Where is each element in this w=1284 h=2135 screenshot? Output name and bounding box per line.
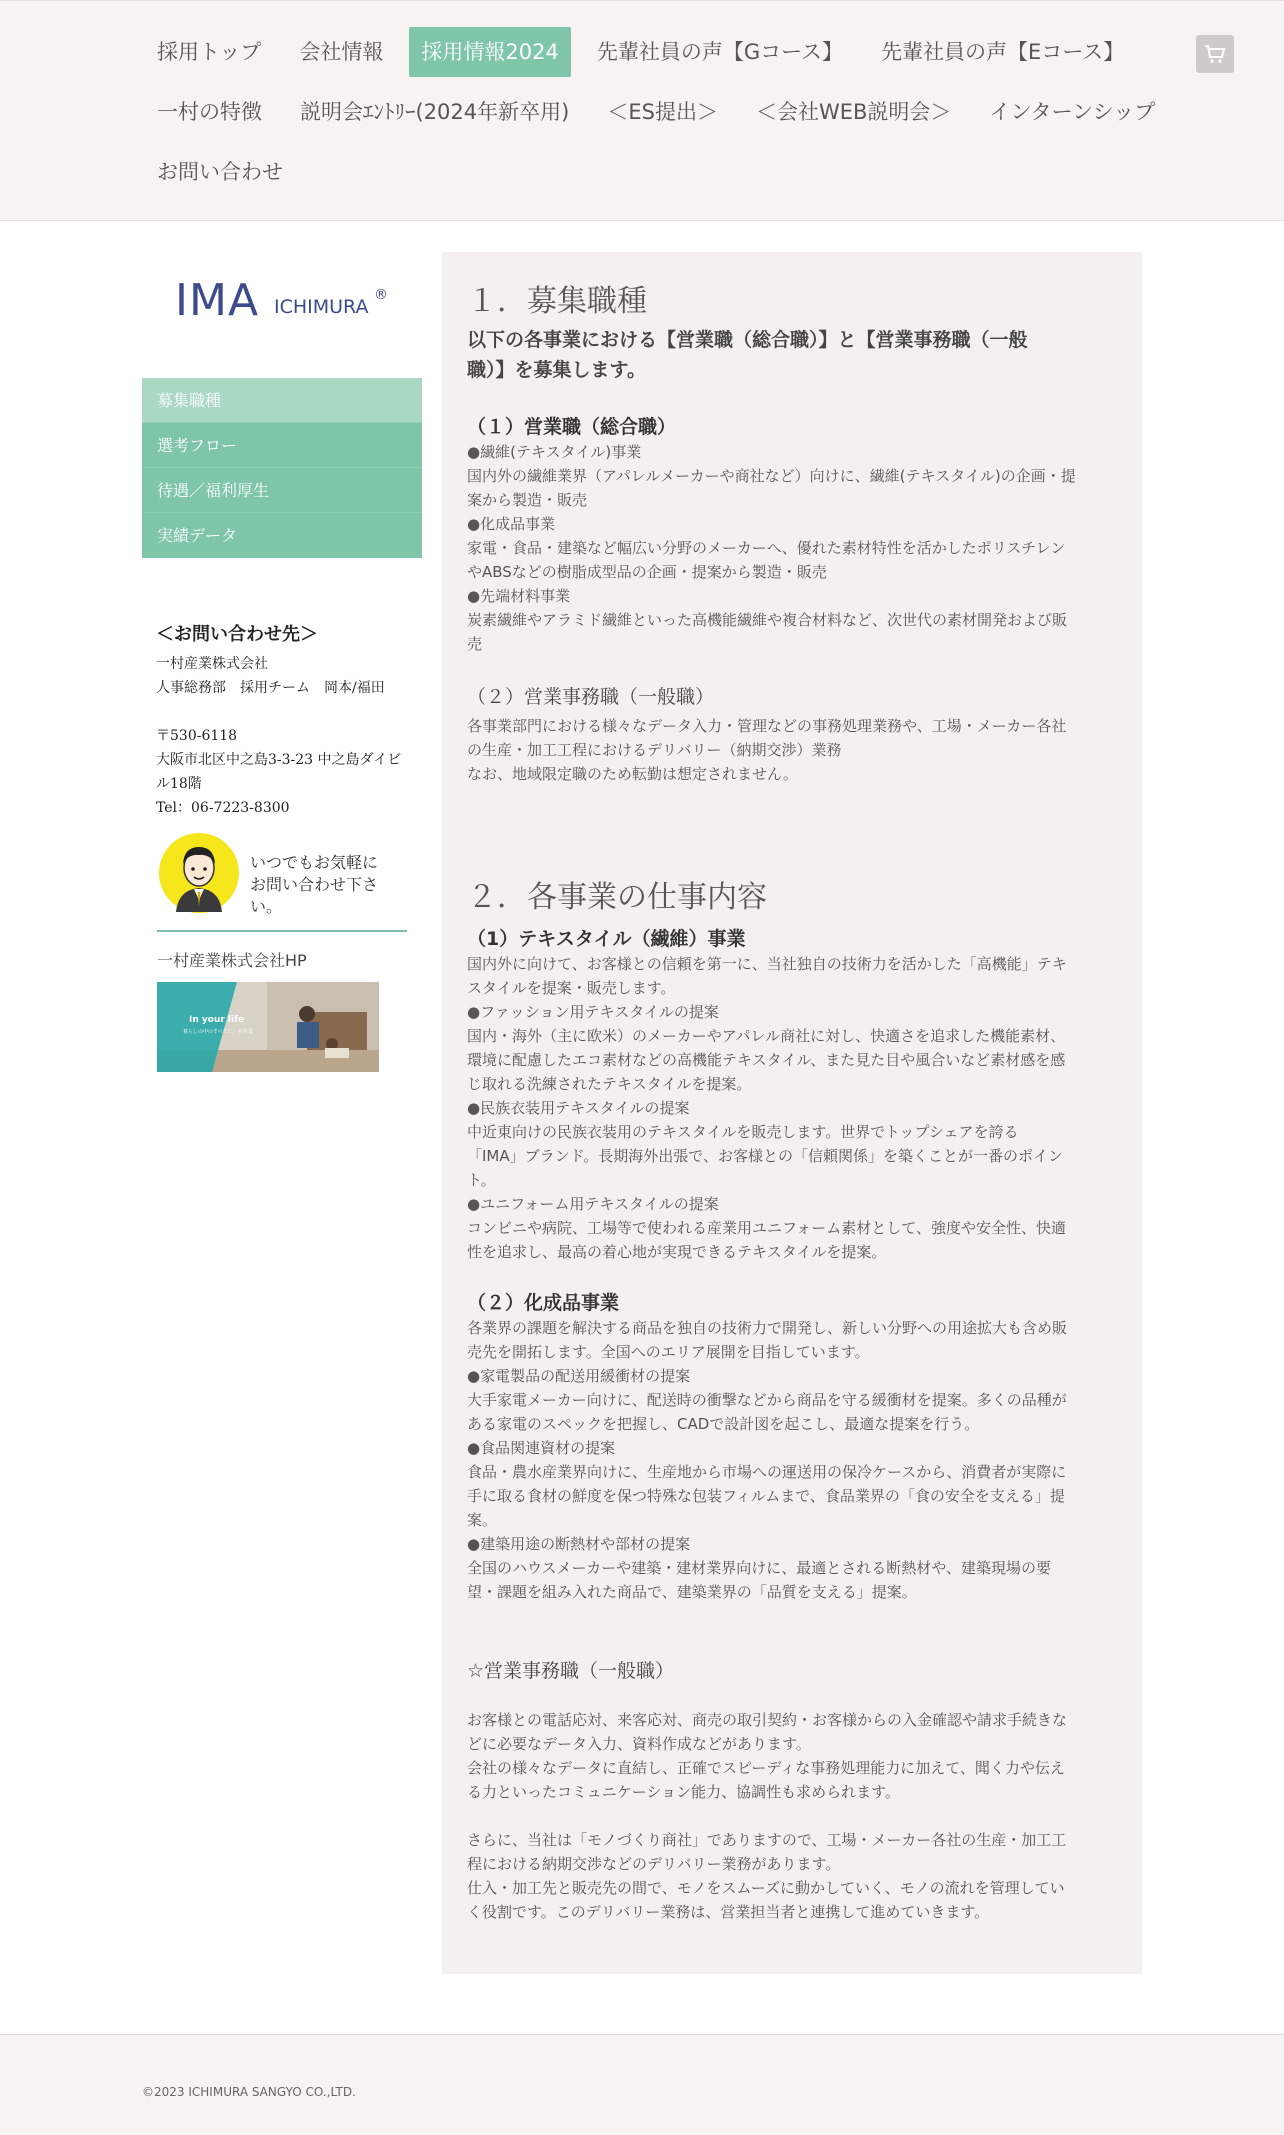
heading-chemical-business: （２）化成品事業 bbox=[467, 1292, 620, 1314]
text-line: 案。 bbox=[467, 1511, 498, 1529]
contact-zip: 〒530-6118 bbox=[156, 728, 238, 744]
family-photo-banner bbox=[157, 982, 379, 1072]
contact-banner-text bbox=[250, 852, 408, 918]
logo-ichimura: ICHIMURA bbox=[274, 296, 369, 318]
text-line: 程における納期交渉などのデリバリー業務があります。 bbox=[467, 1855, 841, 1873]
text-line: 環境に配慮したエコ素材などの高機能テキスタイル、また見た目や風合いなど素材感を感 bbox=[467, 1051, 1066, 1069]
text-line: 案から製造・販売 bbox=[467, 491, 588, 509]
lead-line: 職）】を募集します。 bbox=[467, 359, 646, 381]
nav-recruit-info-2024[interactable]: 採用情報2024 bbox=[409, 27, 570, 77]
text-line: やABSなどの樹脂成型品の企画・提案から製造・販売 bbox=[467, 563, 827, 581]
text-line: お客様との電話応対、来客応対、商売の取引契約・お客様からの入金確認や請求手続きな bbox=[467, 1711, 1068, 1729]
text-line: ●繊維(テキスタイル)事業 bbox=[467, 443, 642, 461]
nav-company-info[interactable]: 会社情報 bbox=[299, 40, 384, 64]
heading-textile-business: （1）テキスタイル（繊維）事業 bbox=[467, 928, 746, 950]
text-line: ●化成品事業 bbox=[467, 515, 556, 533]
contact-title: ＜お問い合わせ先＞ bbox=[156, 624, 318, 645]
text-line: 国内・海外（主に欧米）のメーカーやアパレル商社に対し、快適さを追求した機能素材、 bbox=[467, 1027, 1066, 1045]
text-line: の生産・加工工程におけるデリバリー（納期交渉）業務 bbox=[467, 741, 842, 759]
global-nav-row-3 bbox=[145, 147, 309, 197]
staff-avatar-icon bbox=[158, 832, 240, 914]
global-nav-row-1 bbox=[145, 27, 1150, 77]
section-title-job-types: １．募集職種 bbox=[467, 284, 647, 319]
copyright: ©2023 ICHIMURA SANGYO CO.,LTD. bbox=[142, 2085, 356, 2099]
company-hp-label: 一村産業株式会社HP bbox=[157, 951, 307, 970]
heading-sales-position: （１）営業職（総合職） bbox=[467, 416, 677, 438]
heading-clerical-position: （２）営業事務職（一般職） bbox=[467, 686, 715, 708]
nav-es-submit[interactable]: ＜ES提出＞ bbox=[607, 100, 718, 124]
text-line: じ取れる洗練されたテキスタイルを提案。 bbox=[467, 1075, 752, 1093]
text-line: スタイルを提案・販売します。 bbox=[467, 979, 676, 997]
contact-dept: 人事総務部 採用チーム 岡本/福田 bbox=[156, 680, 385, 696]
text-line: 国内外の繊維業界（アパレルメーカーや商社など）向けに、繊維(テキスタイル)の企画・提 bbox=[467, 467, 1076, 485]
main-content bbox=[442, 252, 1142, 1974]
text-line: ●ユニフォーム用テキスタイルの提案 bbox=[467, 1195, 719, 1213]
section-lead bbox=[467, 325, 1122, 385]
text-line: 仕入・加工先と販売先の間で、モノをスムーズに動かしていく、モノの流れを管理してい bbox=[467, 1879, 1065, 1897]
contact-address-1: 大阪市北区中之島3-3-23 中之島ダイビ bbox=[156, 752, 402, 768]
text-line: 炭素繊維やアラミド繊維といった高機能繊維や複合材料など、次世代の素材開発および販 bbox=[467, 611, 1068, 629]
company-logo[interactable] bbox=[175, 275, 390, 325]
nav-senior-voice-g[interactable]: 先輩社員の声【Gコース】 bbox=[596, 40, 844, 64]
nav-web-seminar[interactable]: ＜会社WEB説明会＞ bbox=[755, 100, 952, 124]
text-line: 各業界の課題を解決する商品を独自の技術力で開発し、新しい分野への用途拡大も含め販 bbox=[467, 1319, 1068, 1337]
clerical-work-text bbox=[467, 1708, 1122, 1804]
clerical-position-text bbox=[467, 714, 1122, 786]
text-line: 望・課題を組み入れた商品で、建築業界の「品質を支える」提案。 bbox=[467, 1583, 917, 1601]
nav-contact[interactable]: お問い合わせ bbox=[157, 160, 283, 184]
text-line: なお、地域限定職のため転勤は想定されません。 bbox=[467, 765, 798, 783]
text-line: る力といったコミュニケーション能力、協調性も求められます。 bbox=[467, 1783, 900, 1801]
sales-position-text bbox=[467, 440, 1122, 656]
nav-seminar-entry[interactable]: 説明会ｴﾝﾄﾘｰ(2024年新卒用) bbox=[300, 100, 570, 124]
company-hp-banner[interactable] bbox=[157, 982, 379, 1072]
text-line: 全国のハウスメーカーや建築・建材業界向けに、最適とされる断熱材や、建築現場の要 bbox=[467, 1559, 1051, 1577]
text-line: 会社の様々なデータに直結し、正確でスピーディな事務処理能力に加えて、聞く力や伝え bbox=[467, 1759, 1065, 1777]
heading-clerical-work: ☆営業事務職（一般職） bbox=[467, 1660, 675, 1682]
text-line: く役割です。このデリバリー業務は、営業担当者と連携して進めていきます。 bbox=[467, 1903, 990, 1921]
nav-senior-voice-e[interactable]: 先輩社員の声【Eコース】 bbox=[881, 40, 1125, 64]
site-footer bbox=[0, 2034, 1284, 2135]
text-line: 家電・食品・建築など幅広い分野のメーカーへ、優れた素材特性を活かしたポリスチレン bbox=[467, 539, 1066, 557]
text-line: 中近東向けの民族衣装用のテキスタイルを販売します。世界でトップシェアを誇る bbox=[467, 1123, 1019, 1141]
contact-info bbox=[156, 620, 426, 820]
text-line: ●家電製品の配送用緩衝材の提案 bbox=[467, 1367, 691, 1385]
nav-internship[interactable]: インターンシップ bbox=[989, 100, 1156, 124]
contact-banner-line-2: お問い合わせ下さい。 bbox=[250, 875, 379, 916]
text-line: ト。 bbox=[467, 1171, 496, 1189]
nav-recruit-top[interactable]: 採用トップ bbox=[157, 40, 262, 64]
lead-line: 以下の各事業における【営業職（総合職）】と【営業事務職（一般 bbox=[467, 329, 1028, 351]
contact-company: 一村産業株式会社 bbox=[156, 656, 268, 672]
text-line: ●建築用途の断熱材や部材の提案 bbox=[467, 1535, 691, 1553]
chemical-business-text bbox=[467, 1316, 1122, 1604]
text-line: 各事業部門における様々なデータ入力・管理などの事務処理業務や、工場・メーカー各社 bbox=[467, 717, 1067, 735]
text-line: コンビニや病院、工場等で使われる産業用ユニフォーム素材として、強度や安全性、快適 bbox=[467, 1219, 1066, 1237]
contact-address-2: ル18階 bbox=[156, 776, 202, 792]
side-nav-job-types[interactable]: 募集職種 bbox=[142, 378, 422, 423]
text-line: 大手家電メーカー向けに、配送時の衝撃などから商品を守る緩衝材を提案。多くの品種が bbox=[467, 1391, 1067, 1409]
text-line: ある家電のスペックを把握し、CADで設計図を起こし、最適な提案を行う。 bbox=[467, 1415, 980, 1433]
text-line: ●食品関連資材の提案 bbox=[467, 1439, 616, 1457]
text-line: どに必要なデータ入力、資料作成などがあります。 bbox=[467, 1735, 811, 1753]
text-line: 性を追求し、最高の着心地が実現できるテキスタイルを提案。 bbox=[467, 1243, 887, 1261]
text-line: 売 bbox=[467, 635, 483, 653]
textile-business-text bbox=[467, 952, 1122, 1264]
text-line: 国内外に向けて、お客様との信頼を第一に、当社独自の技術力を活かした「高機能」テキ bbox=[467, 955, 1067, 973]
side-nav-selection-flow[interactable]: 選考フロー bbox=[142, 423, 422, 468]
text-line: 売先を開拓します。全国へのエリア展開を目指しています。 bbox=[467, 1343, 870, 1361]
text-line: 「IMA」ブランド。長期海外出張で、お客様との「信頼関係」を築くことが一番のポイン bbox=[467, 1147, 1063, 1165]
text-line: ●民族衣装用テキスタイルの提案 bbox=[467, 1099, 690, 1117]
delivery-work-text bbox=[467, 1828, 1122, 1924]
logo-registered: ® bbox=[374, 287, 388, 303]
global-nav-row-2 bbox=[145, 87, 1181, 137]
cart-button[interactable] bbox=[1196, 35, 1234, 73]
text-line: 手に取る食材の鮮度を保つ特殊な包装フィルムまで、食品業界の「食の安全を支える」提 bbox=[467, 1487, 1065, 1505]
cart-icon bbox=[1204, 44, 1226, 64]
side-nav-benefits[interactable]: 待遇／福利厚生 bbox=[142, 468, 422, 513]
side-nav bbox=[142, 378, 422, 558]
hp-banner-title: In your life bbox=[189, 1015, 245, 1025]
contact-banner[interactable] bbox=[158, 832, 408, 922]
contact-tel: Tel：06-7223-8300 bbox=[156, 800, 290, 816]
contact-banner-line-1: いつでもお気軽に bbox=[250, 853, 379, 872]
logo-ima: IMA bbox=[175, 275, 260, 326]
text-line: ●ファッション用テキスタイルの提案 bbox=[467, 1003, 719, 1021]
side-nav-results-data[interactable]: 実績データ bbox=[142, 513, 422, 558]
hp-banner-subtitle: 暮らしの中のすべてに一村産業 bbox=[183, 1029, 253, 1035]
text-line: ●先端材料事業 bbox=[467, 587, 571, 605]
text-line: さらに、当社は「モノづくり商社」でありますので、工場・メーカー各社の生産・加工工 bbox=[467, 1831, 1067, 1849]
nav-features[interactable]: 一村の特徴 bbox=[157, 100, 262, 124]
sidebar-divider bbox=[157, 930, 407, 932]
text-line: 食品・農水産業界向けに、生産地から市場への運送用の保冷ケースから、消費者が実際に bbox=[467, 1463, 1067, 1481]
section-title-business-work: ２．各事業の仕事内容 bbox=[467, 880, 767, 915]
site-header bbox=[0, 0, 1284, 221]
